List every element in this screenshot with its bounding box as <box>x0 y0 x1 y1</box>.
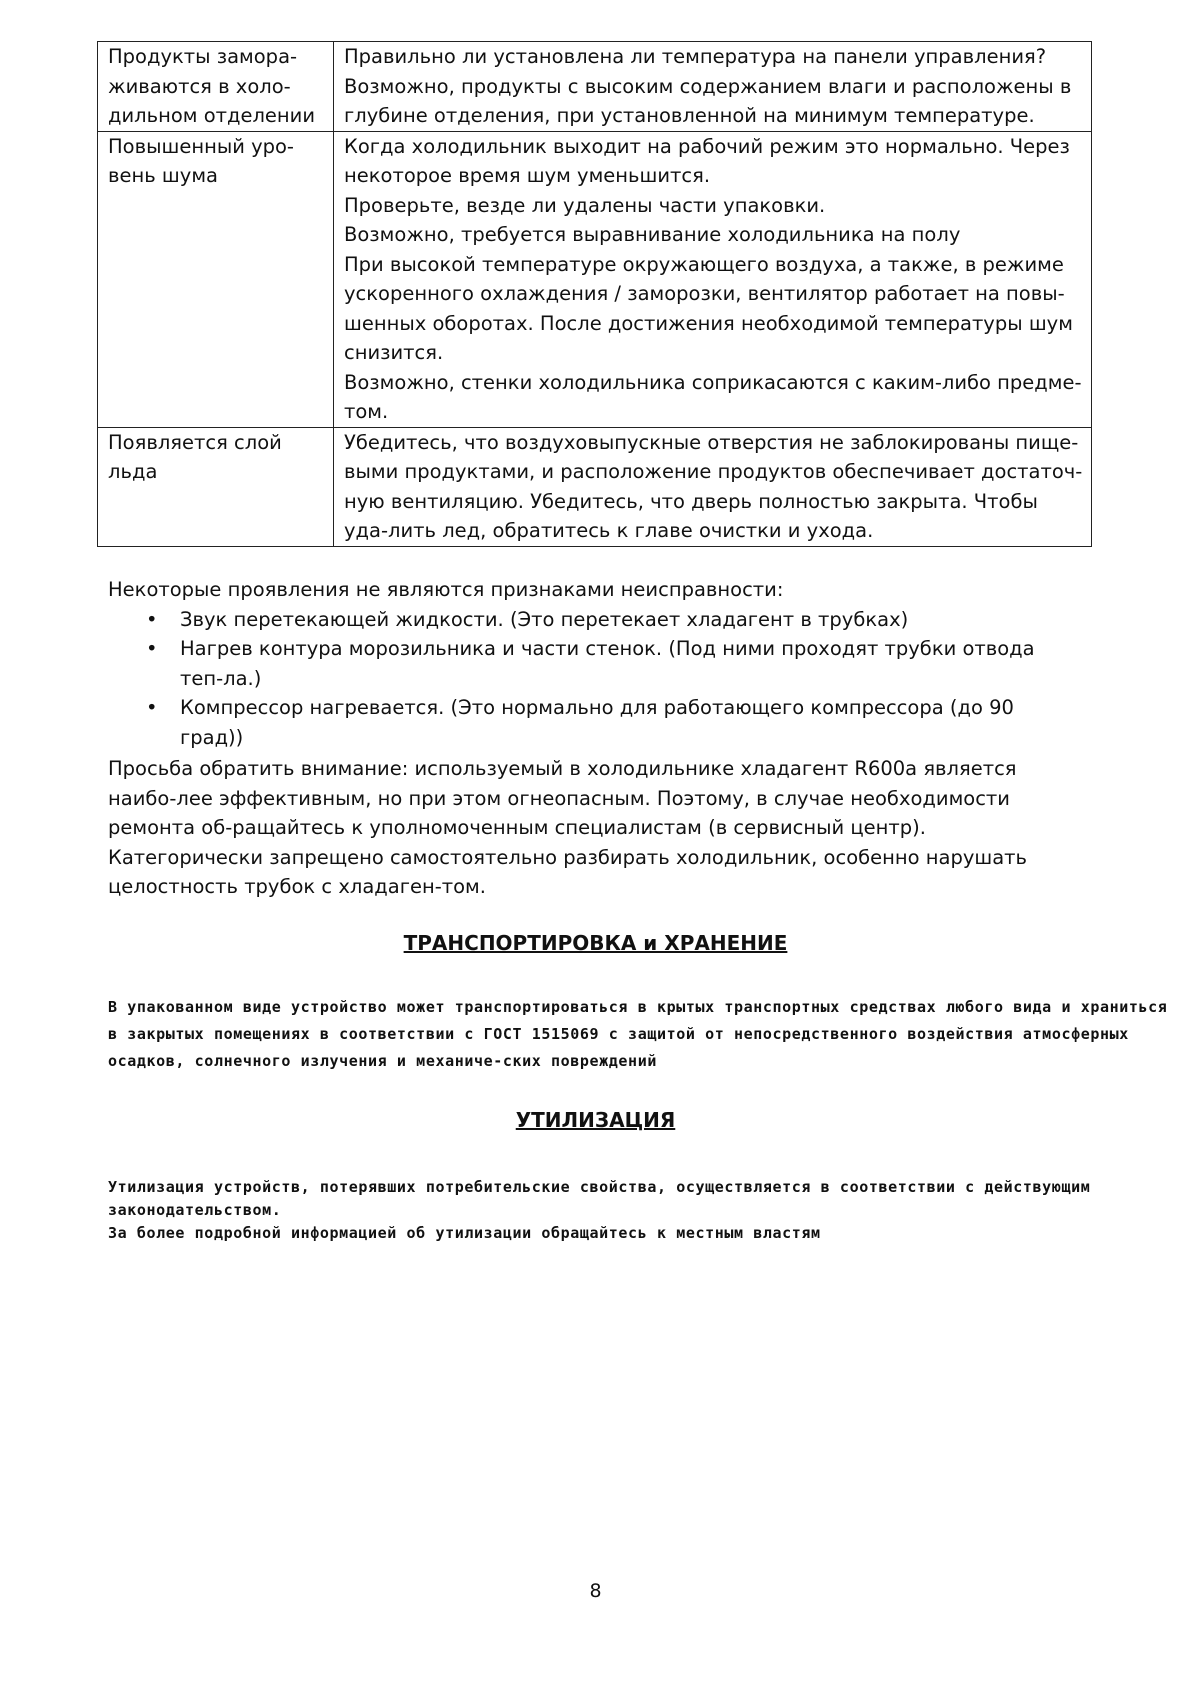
list-item-text: Звук перетекающей жидкости. (Это перетекает хладагент в трубках) <box>180 607 909 631</box>
table-row <box>98 42 1092 132</box>
solution-text: Возможно, стенки холодильника соприкасаются с каким-либо предме-том. <box>344 370 1082 423</box>
list-item <box>108 693 1078 752</box>
solution-text: Возможно, требуется выравнивание холодильника на полу <box>344 223 961 246</box>
solution-text: Правильно ли установлена ли температура на панели управления? <box>344 45 1047 68</box>
disposal-section <box>108 1176 1178 1245</box>
problem-cell <box>98 427 334 546</box>
table-row <box>98 427 1092 546</box>
warning-text: Просьба обратить внимание: используемый в холодильнике хладагент R600a является наибо-лее эффективным, но при этом огнеопасным. Поэтому, в случае необходимости ремонта об-ращайтесь к уполномоченным специалистам (в сервисный центр). Категорически запрещено самостоятельно разбирать холодильник, особенно нарушать целостность трубок с хладаген-том. <box>108 757 1028 898</box>
solution-text: Убедитесь, что воздуховыпускные отверстия не заблокированы пище-выми продуктами, и расположение продуктов обеспечивает достаточ-ную вентиляцию. Убедитесь, что дверь полностью закрыта. Чтобы уда-лить лед, обратитесь к главе очистки и ухода. <box>344 430 1083 542</box>
normal-phenomena-intro: Некоторые проявления не являются признаками неисправности: <box>108 578 784 601</box>
table-row <box>98 131 1092 427</box>
page-number: 8 <box>589 1580 602 1602</box>
normal-phenomena-section <box>108 575 1078 752</box>
problem-text: Повышенный уро- вень шума <box>108 134 294 187</box>
list-item <box>108 634 1078 693</box>
refrigerant-warning <box>108 754 1078 902</box>
solution-text: Проверьте, везде ли удалены части упаковки. <box>344 193 826 217</box>
solution-cell <box>334 42 1092 132</box>
solution-cell <box>334 131 1092 427</box>
transport-text: В упакованном виде устройство может транспортироваться в крытых транспортных средствах любого вида и храниться в закрытых помещениях в соответствии с ГОСТ 1515069 с защитой от непосредственного воздействия атмосферных осадков, солнечного излучения и механиче-ских повреждений <box>108 998 1168 1070</box>
solution-cell <box>334 427 1092 546</box>
problem-text: Появляется слой льда <box>108 430 282 483</box>
solution-text: Когда холодильник выходит на рабочий режим это нормально. Через некоторое время шум уменьшится. <box>344 134 1070 187</box>
bullet-icon: • <box>146 637 158 660</box>
transport-heading: ТРАНСПОРТИРОВКА и ХРАНЕНИЕ <box>403 931 788 955</box>
bullet-icon: • <box>146 696 158 719</box>
troubleshooting-table <box>97 41 1092 547</box>
solution-text: Возможно, продукты с высоким содержанием влаги и расположены в глубине отделения, при установленной на минимум температуре. <box>344 74 1072 127</box>
problem-cell <box>98 42 334 132</box>
disposal-text: Утилизация устройств, потерявших потребительские свойства, осуществляется в соответствии с действующим законодательством. <box>108 1178 1091 1219</box>
disposal-heading: УТИЛИЗАЦИЯ <box>515 1108 676 1132</box>
bullet-icon: • <box>146 607 158 631</box>
disposal-text: За более подробной информацией об утилизации обращайтесь к местным властям <box>108 1224 821 1242</box>
solution-text: При высокой температуре окружающего воздуха, а также, в режиме ускоренного охлаждения / заморозки, вентилятор работает на повы-шенных оборотах. После достижения необходимой температуры шум снизится. <box>344 252 1073 364</box>
normal-phenomena-list <box>108 605 1078 753</box>
transport-section <box>108 994 1178 1075</box>
list-item <box>108 605 1078 635</box>
list-item-text: Нагрев контура морозильника и части стенок. (Под ними проходят трубки отвода теп-ла.) <box>180 637 1035 690</box>
problem-text: Продукты замора- живаются в холо- дильном отделении <box>108 45 316 127</box>
list-item-text: Компрессор нагревается. (Это нормально для работающего компрессора (до 90 град)) <box>180 696 1014 749</box>
problem-cell <box>98 131 334 427</box>
